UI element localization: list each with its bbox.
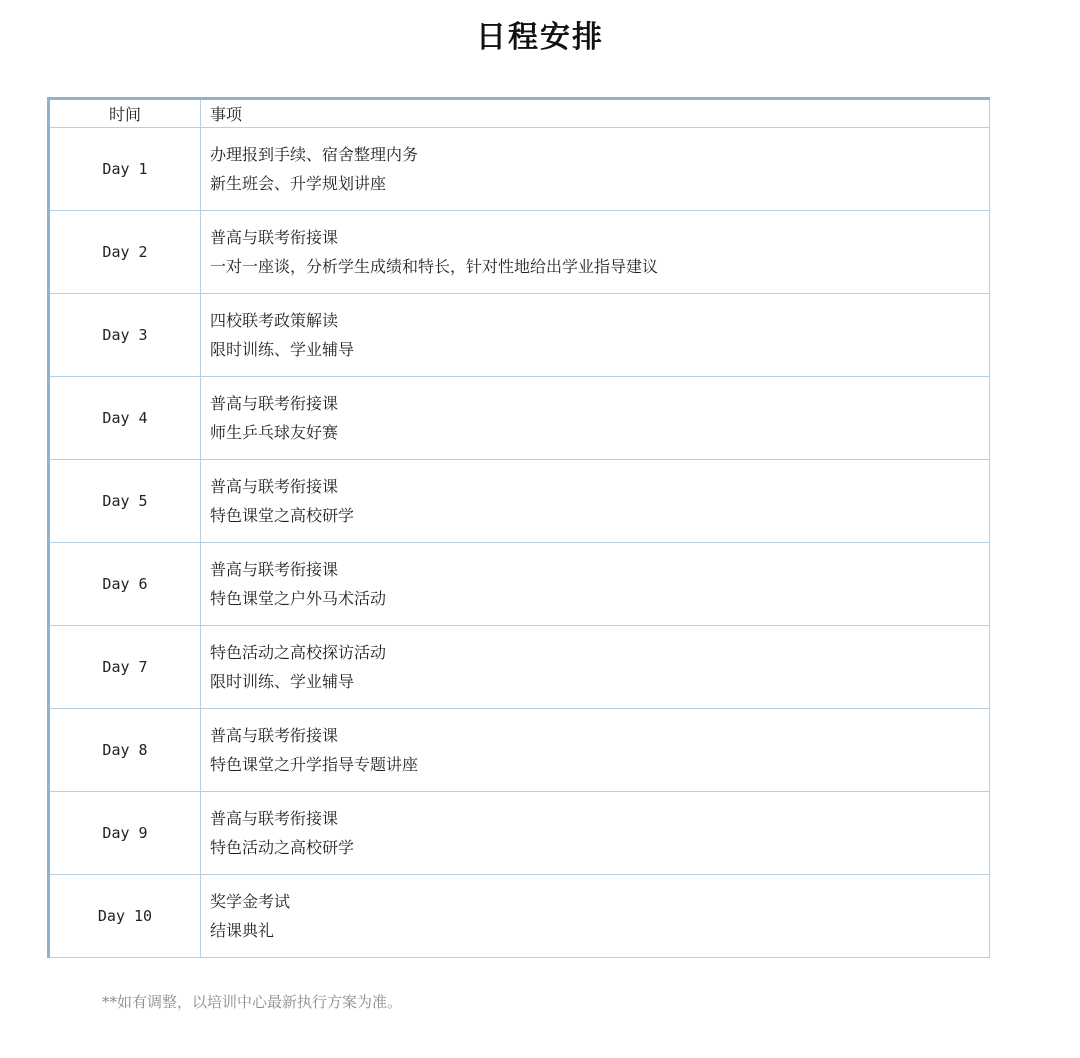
table-row [49,377,990,460]
footnote: **如有调整，以培训中心最新执行方案为准。 [102,993,403,1011]
table-row [49,792,990,875]
day-label: Day 2 [49,211,201,294]
item-line: 特色活动之高校探访活动 [210,643,387,662]
day-label: Day 8 [49,709,201,792]
item-line: 师生乒乓球友好赛 [210,423,339,442]
item-line: 一对一座谈，分析学生成绩和特长，针对性地给出学业指导建议 [210,257,659,276]
day-label: Day 5 [49,460,201,543]
schedule-table [47,97,990,958]
item-line: 特色课堂之高校研学 [210,506,355,525]
day-label: Day 1 [49,128,201,211]
table-row [49,875,990,958]
table-row [49,211,990,294]
item-line: 四校联考政策解读 [210,311,339,330]
item-cell [201,211,990,294]
item-line: 普高与联考衔接课 [210,394,339,413]
item-cell [201,377,990,460]
item-cell [201,460,990,543]
item-line: 特色活动之高校研学 [210,838,355,857]
item-cell [201,128,990,211]
item-line: 奖学金考试 [210,892,291,911]
item-cell [201,792,990,875]
item-line: 结课典礼 [210,921,275,940]
table-row [49,543,990,626]
item-line: 限时训练、学业辅导 [210,340,355,359]
schedule-table-body [49,99,990,958]
item-line: 新生班会、升学规划讲座 [210,174,387,193]
page-title: 日程安排 [476,20,604,55]
item-line: 办理报到手续、宿舍整理内务 [210,145,419,164]
table-header-row [49,99,990,128]
day-label: Day 9 [49,792,201,875]
table-row [49,294,990,377]
item-line: 普高与联考衔接课 [210,477,339,496]
day-label: Day 4 [49,377,201,460]
item-cell [201,709,990,792]
item-line: 特色课堂之升学指导专题讲座 [210,755,419,774]
table-row [49,128,990,211]
table-row [49,460,990,543]
table-row [49,709,990,792]
item-cell [201,543,990,626]
day-label: Day 3 [49,294,201,377]
item-line: 特色课堂之户外马术活动 [210,589,387,608]
header-time: 时间 [49,99,201,128]
header-item: 事项 [201,99,990,128]
item-line: 普高与联考衔接课 [210,228,339,247]
day-label: Day 7 [49,626,201,709]
item-cell [201,294,990,377]
item-line: 普高与联考衔接课 [210,809,339,828]
day-label: Day 10 [49,875,201,958]
item-line: 限时训练、学业辅导 [210,672,355,691]
item-cell [201,875,990,958]
day-label: Day 6 [49,543,201,626]
item-line: 普高与联考衔接课 [210,560,339,579]
table-row [49,626,990,709]
item-line: 普高与联考衔接课 [210,726,339,745]
item-cell [201,626,990,709]
